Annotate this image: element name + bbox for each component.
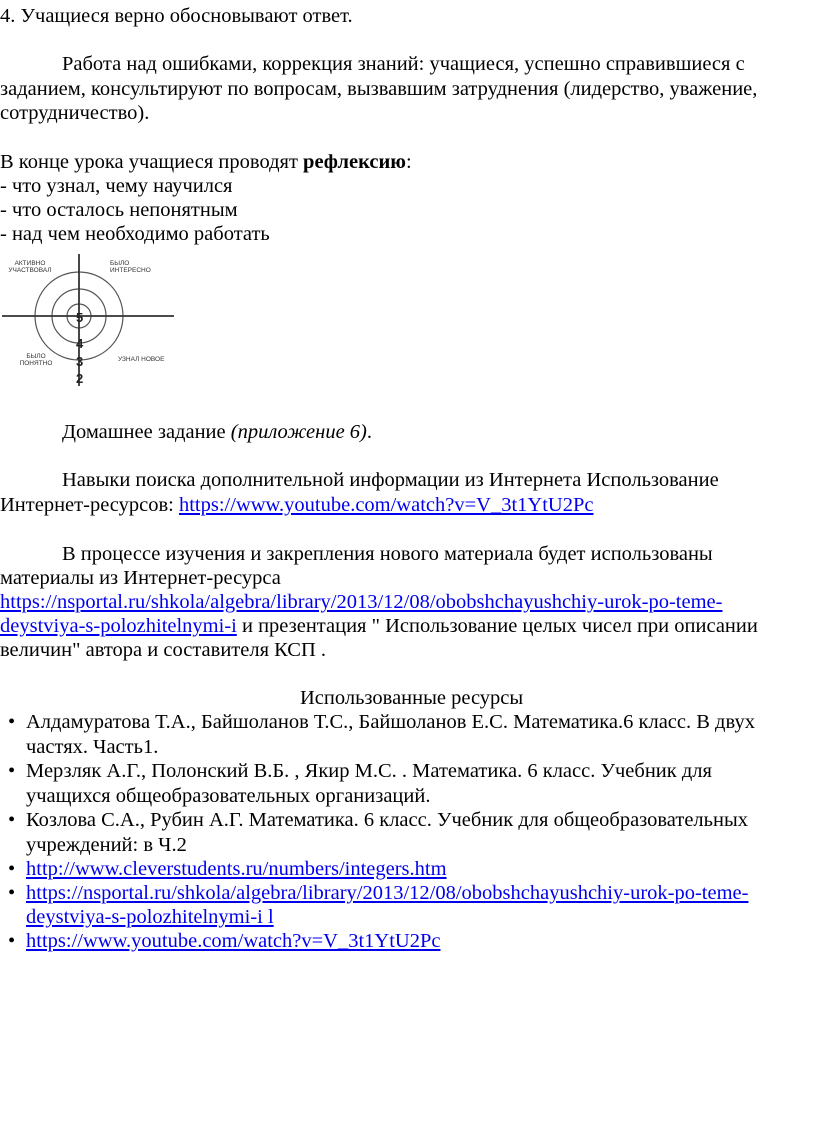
cleverstudents-link[interactable]: http://www.cleverstudents.ru/numbers/integers.htm [26,858,447,880]
reflection-colon: : [405,151,412,173]
process-after-link: и презентация " Использование целых чисел при описании [236,615,758,637]
target-number: 4 [76,336,84,351]
bullet-icon: • [8,930,16,952]
reflection-bold: рефлексию [303,151,406,173]
bullet-icon: • [8,760,16,782]
target-number: 2 [76,371,84,386]
homework-end: . [366,421,372,443]
process-link-line-2 [0,614,758,639]
bullet-icon: • [8,809,16,831]
bullet-icon: • [8,711,16,733]
quadrant-label: УЧАСТВОВАЛ [8,267,52,274]
reflection-item: - над чем необходимо работать [0,223,270,245]
nsportal-resource-link[interactable]: https://nsportal.ru/shkola/algebra/library/2013/12/08/obobshchayushchiy-urok-po-teme- [26,882,749,904]
errors-work-paragraph: Работа над ошибками, коррекция знаний: учащиеся, успешно справившиеся с заданием, консультируют по вопросам, вызвавшим затруднения (лидерство, уважение, сотрудничество). [0,53,758,124]
skills-paragraph [0,468,780,517]
bullet-icon: • [8,882,16,904]
homework-text: Домашнее задание [62,421,231,443]
reflection-item: - что осталось непонятным [0,199,238,221]
reflection-target-diagram [0,252,180,392]
process-link-line [0,590,722,615]
resource-item: Козлова С.А., Рубин А.Г. Математика. 6 класс. Учебник для общеобразовательных учреждений: в Ч.2 [26,809,749,856]
quadrant-label: ИНТЕРЕСНО [110,267,151,274]
item-4-text: 4. Учащиеся верно обосновывают ответ. [0,5,353,27]
resource-link-item [26,857,447,882]
quadrant-label: БЫЛО [26,353,46,360]
bullet-icon: • [8,858,16,880]
youtube-resource-link[interactable]: https://www.youtube.com/watch?v=V_3t1YtU2Pc [26,930,441,952]
resources-title: Использованные ресурсы [300,687,524,709]
nsportal-link-continued[interactable]: deystviya-s-polozhitelnymi-i [0,615,237,637]
youtube-link[interactable]: https://www.youtube.com/watch?v=V_3t1YtU2Pc [178,493,594,516]
target-number: 5 [76,310,84,325]
resource-item: Алдамуратова Т.А., Байшоланов Т.С., Байшоланов Е.С. Математика.6 класс. В двух частях. Часть1. [26,711,755,758]
reflection-lead: В конце урока учащиеся проводят [0,151,304,173]
target-number: 3 [76,354,84,369]
resource-link-item [26,881,748,906]
resource-link-item-continued [26,905,274,930]
quadrant-label: ПОНЯТНО [19,360,53,367]
skills-text: Навыки поиска дополнительной информации из Интернета Использование Интернет-ресурсов: [0,469,719,516]
reflection-heading [0,150,412,175]
resource-item: Мерзляк А.Г., Полонский В.Б. , Якир М.С. . Математика. 6 класс. Учебник для учащихся общеобразовательных организаций. [26,760,712,807]
process-line-1: В процессе изучения и закрепления нового материала будет использованы [62,543,713,565]
process-last-line: величин" автора и составителя КСП . [0,639,327,661]
process-line-2: материалы из Интернет-ресурса [0,567,281,589]
homework-line [62,420,372,445]
nsportal-link[interactable]: https://nsportal.ru/shkola/algebra/library/2013/12/08/obobshchayushchiy-urok-po-teme- [0,591,723,613]
quadrant-label: УЗНАЛ НОВОЕ [118,356,165,363]
quadrant-label: АКТИВНО [14,260,46,267]
reflection-item: - что узнал, чему научился [0,175,233,197]
nsportal-resource-link-continued[interactable]: deystviya-s-polozhitelnymi-i l [26,906,274,928]
resource-link-item [26,929,440,954]
quadrant-label: БЫЛО [110,260,130,267]
homework-appendix: (приложение 6) [230,421,367,443]
